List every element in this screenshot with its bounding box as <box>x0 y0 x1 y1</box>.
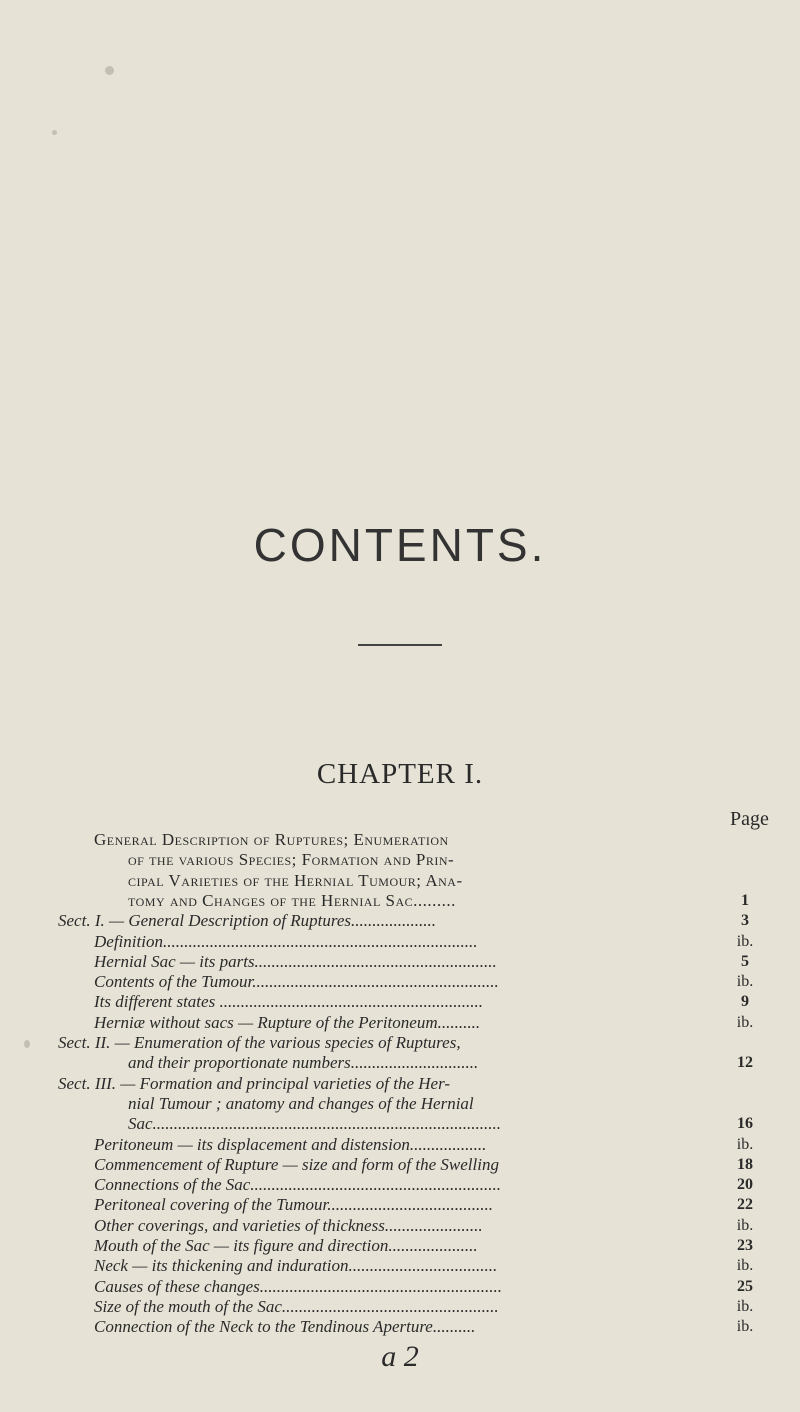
signature-mark: a 2 <box>381 1340 419 1373</box>
chapter-heading: CHAPTER I. <box>316 758 484 790</box>
toc-entry <box>0 1135 800 1155</box>
toc-entry-text: Peritoneal covering of the Tumour....................................... <box>94 1195 494 1215</box>
toc-entry <box>0 891 800 911</box>
toc-entry-page: 18 <box>737 1155 753 1173</box>
toc-entry-page: 12 <box>737 1054 753 1072</box>
toc-entry <box>0 1053 800 1073</box>
foxing-spot <box>105 66 114 75</box>
toc-entry <box>0 871 800 891</box>
toc-entry-page: 1 <box>741 891 749 909</box>
toc-entry <box>0 1216 800 1236</box>
toc-entry-text: Causes of these changes......................................................... <box>94 1276 502 1296</box>
foxing-spot <box>52 130 57 135</box>
toc-entry-text: Definition.......................................................................... <box>94 931 478 951</box>
toc-entry-text: nial Tumour ; anatomy and changes of the Hernial <box>128 1093 474 1113</box>
toc-entry-text: Its different states .............................................................. <box>94 992 483 1012</box>
toc-entry-text: of the various Species; Formation and Prin- <box>128 850 455 870</box>
toc-entry <box>0 1074 800 1094</box>
toc-entry <box>0 1013 800 1033</box>
toc-entry-text: Hernial Sac — its parts......................................................... <box>94 951 497 971</box>
toc-entry-page: 5 <box>741 952 749 970</box>
toc-entry <box>0 1175 800 1195</box>
toc-entry <box>0 1256 800 1276</box>
toc-entry-page: 9 <box>741 993 749 1011</box>
toc-entry-page: ib. <box>736 932 754 950</box>
toc-entry-page: 25 <box>737 1277 753 1295</box>
toc-entry-text: Sect. I. — General Description of Ruptures.................... <box>58 911 437 931</box>
toc-entry <box>0 1195 800 1215</box>
toc-entry-text: Connections of the Sac........................................................... <box>94 1175 502 1195</box>
toc-entry-text: Size of the mouth of the Sac................................................... <box>94 1296 499 1316</box>
toc-entry-page: 20 <box>737 1176 753 1194</box>
toc-entry <box>0 952 800 972</box>
toc-entry <box>0 972 800 992</box>
toc-entry-page: ib. <box>736 1013 754 1031</box>
toc-entry-page: 16 <box>737 1115 753 1133</box>
toc-entry <box>0 1277 800 1297</box>
toc-entry <box>0 992 800 1012</box>
toc-entry-text: Sect. III. — Formation and principal varieties of the Her- <box>58 1073 451 1093</box>
toc-entry <box>0 1317 800 1337</box>
toc-entry-text: Mouth of the Sac — its figure and direction..................... <box>94 1236 478 1255</box>
toc-entry-page: ib. <box>736 973 754 991</box>
toc-entry-text: Peritoneum — its displacement and distension.................. <box>94 1134 487 1154</box>
toc-entry-text: tomy and Changes of the Hernial Sac......... <box>128 890 456 910</box>
toc-entry-text: Neck — its thickening and induration................................... <box>94 1256 498 1276</box>
toc-entry <box>0 1236 800 1256</box>
title-divider <box>358 644 442 646</box>
toc-entry-page: 3 <box>741 912 749 930</box>
toc-entry <box>0 1297 800 1317</box>
toc-entry-page: 23 <box>737 1237 753 1254</box>
toc-entry-page: ib. <box>736 1216 754 1234</box>
toc-entry-text: Herniæ without sacs — Rupture of the Peritoneum.......... <box>94 1012 481 1032</box>
toc-entry-page: 22 <box>737 1196 753 1214</box>
toc-entry <box>0 830 800 850</box>
toc-entry-text: Sac.................................................................................. <box>128 1114 502 1134</box>
page-column-label: Page <box>730 808 769 830</box>
toc-entry-text: Commencement of Rupture — size and form of the Swelling <box>94 1154 499 1174</box>
toc-entry-text: cipal Varieties of the Hernial Tumour; Ana- <box>128 870 463 890</box>
toc-entry-text: Sect. II. — Enumeration of the various species of Ruptures, <box>58 1033 461 1052</box>
toc-entry <box>0 911 800 931</box>
toc-entry <box>0 1094 800 1114</box>
toc-entry <box>0 1033 800 1053</box>
toc-entry-page: ib. <box>736 1135 754 1153</box>
toc-entry-text: Other coverings, and varieties of thickness....................... <box>94 1215 483 1235</box>
toc-entry <box>0 932 800 952</box>
toc-entry-page: ib. <box>736 1257 754 1275</box>
toc-entry <box>0 1114 800 1134</box>
toc-entry <box>0 1155 800 1175</box>
toc-entry-text: General Description of Ruptures; Enumeration <box>94 830 449 849</box>
toc-entry-text: Connection of the Neck to the Tendinous Aperture.......... <box>94 1317 476 1337</box>
toc-entry-page: ib. <box>736 1318 754 1336</box>
toc-entry-text: Contents of the Tumour.......................................................... <box>94 972 499 992</box>
toc-entry <box>0 850 800 870</box>
page-title: CONTENTS. <box>253 519 547 571</box>
toc-entry-page: ib. <box>736 1297 754 1315</box>
toc-entry-text: and their proportionate numbers.............................. <box>128 1053 479 1073</box>
